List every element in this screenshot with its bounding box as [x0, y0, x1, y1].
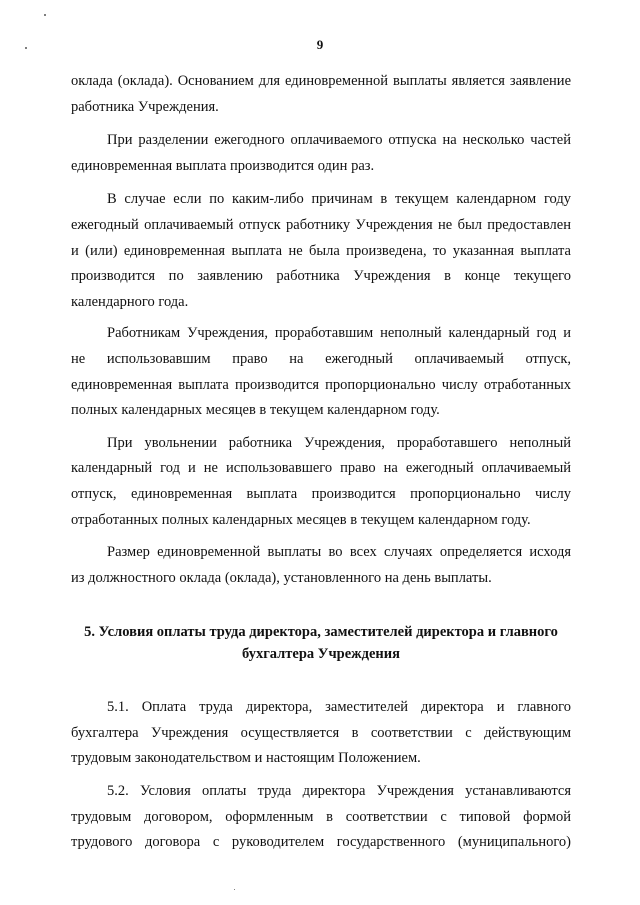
- section-heading: [71, 621, 571, 665]
- text-line: единовременная выплата производится пропорционально числу отработанных: [71, 376, 571, 393]
- text-line: При разделении ежегодного оплачиваемого отпуска на несколько частей: [107, 132, 571, 149]
- paragraph: [71, 779, 571, 856]
- text-line: календарный год и не использовавшего право на ежегодный оплачиваемый: [71, 460, 571, 477]
- text-line: календарного года.: [71, 293, 189, 310]
- text-line: отработанных полных календарных месяцев в текущем календарном году.: [71, 511, 531, 528]
- text-line: единовременная выплата производится один раз.: [71, 157, 375, 174]
- paragraph: [71, 128, 571, 179]
- text-line: отпуск, единовременная выплата производится пропорционально числу: [71, 485, 571, 502]
- text-line: оклада (оклада). Основанием для единовременной выплаты является заявление: [71, 73, 571, 89]
- section-heading-line: бухгалтера Учреждения: [242, 646, 400, 663]
- text-line: из должностного оклада (оклада), установленного на день выплаты.: [71, 569, 492, 586]
- paragraph: [71, 69, 571, 120]
- text-line: В случае если по каким-либо причинам в текущем календарном году: [107, 191, 571, 208]
- text-line: 5.2. Условия оплаты труда директора Учреждения устанавливаются: [107, 783, 571, 800]
- page-number: 9: [316, 37, 324, 52]
- paragraph: [71, 431, 571, 533]
- paragraph: [71, 695, 571, 772]
- text-line: 5.1. Оплата труда директора, заместителей директора и главного: [107, 699, 571, 716]
- paragraph: [71, 187, 571, 315]
- paragraph: [71, 321, 571, 423]
- text-line: Работникам Учреждения, проработавшим неполный календарный год и: [107, 325, 571, 342]
- text-line: бухгалтера Учреждения осуществляется в соответствии с действующим: [71, 724, 571, 741]
- text-line: трудовым законодательством и настоящим Положением.: [71, 750, 421, 767]
- text-line: и (или) единовременная выплата не была произведена, то указанная выплата: [71, 242, 571, 259]
- text-line: производится по заявлению работника Учреждения в конце текущего: [71, 268, 571, 285]
- text-line: не использовавшим право на ежегодный оплачиваемый отпуск,: [71, 350, 571, 367]
- text-line: полных календарных месяцев в текущем календарном году.: [71, 402, 440, 419]
- text-line: Размер единовременной выплаты во всех случаях определяется исходя: [107, 544, 571, 561]
- text-line: трудового договора с руководителем государственного (муниципального): [71, 834, 571, 851]
- text-line: работника Учреждения.: [71, 98, 219, 115]
- paragraph: [71, 540, 571, 591]
- text-line: трудовым договором, оформленным в соответствии с типовой формой: [71, 808, 571, 825]
- scan-speck: [44, 14, 46, 16]
- scan-speck: [234, 889, 235, 890]
- text-line: При увольнении работника Учреждения, проработавшего неполный: [107, 434, 571, 451]
- document-body: [71, 69, 571, 856]
- section-heading-line: 5. Условия оплаты труда директора, заместителей директора и главного: [84, 624, 558, 641]
- text-line: ежегодный оплачиваемый отпуск работнику Учреждения не был предоставлен: [71, 216, 571, 233]
